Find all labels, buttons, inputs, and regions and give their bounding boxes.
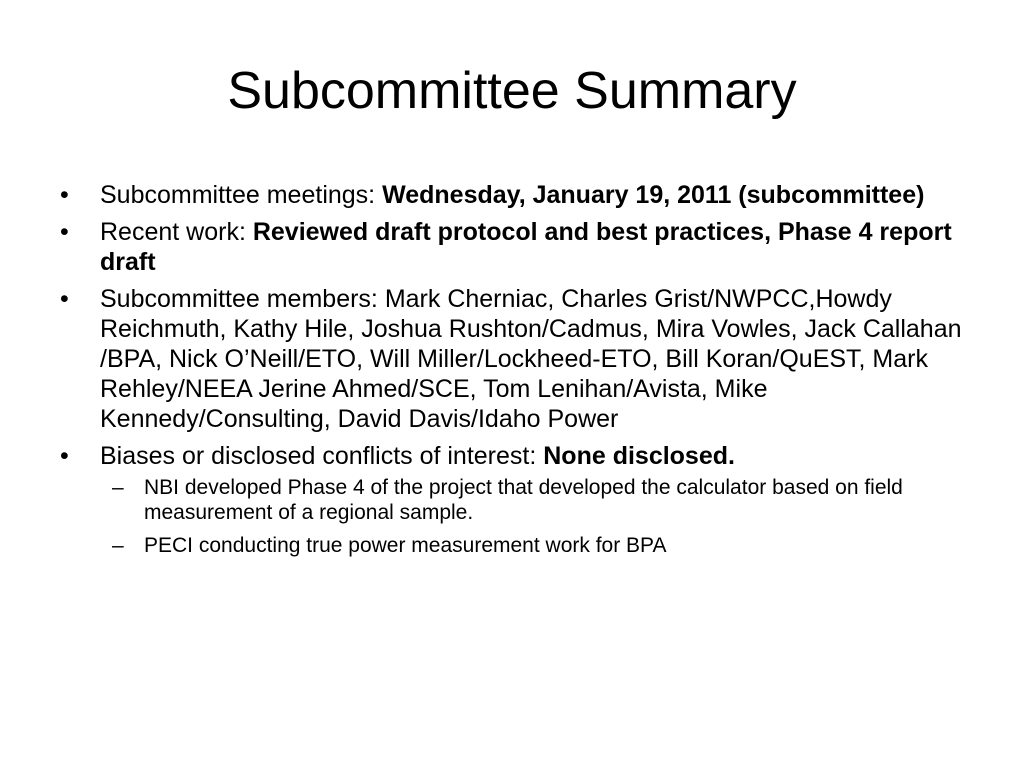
bullet-item-meetings [54, 180, 964, 210]
bullet-label: Biases or disclosed conflicts of interest: [100, 442, 544, 470]
bullet-label: Recent work: [100, 218, 253, 246]
bullet-label: Subcommittee members: Mark Cherniac, Charles Grist/NWPCC,Howdy Reichmuth, Kathy Hile, Joshua Rushton/Cadmus, Mira Vowles, Jack Callahan /BPA, Nick O’Neill/ETO, Will Miller/Lockheed-ETO, Bill Koran/QuEST, Mark Rehley/NEEA Jerine Ahmed/SCE, Tom Lenihan/Avista, Mike Kennedy/Consulting, David Davis/Idaho Power [100, 285, 962, 433]
slide-body [54, 180, 964, 566]
bullet-item-biases [54, 441, 964, 558]
dash-icon: – [112, 476, 124, 499]
bullet-item-recent-work [54, 217, 964, 277]
bullet-icon: • [60, 218, 69, 246]
sub-bullet-text: NBI developed Phase 4 of the project that developed the calculator based on field measurement of a regional sample. [144, 476, 903, 524]
bullet-icon: • [60, 285, 69, 313]
bullet-list [54, 180, 964, 558]
sub-bullet-item [100, 533, 964, 558]
sub-bullet-item [100, 475, 964, 525]
bullet-label: Subcommittee meetings: [100, 181, 383, 209]
bullet-value: None disclosed. [543, 442, 735, 470]
bullet-value: Reviewed draft protocol and best practices, Phase 4 report draft [100, 218, 952, 276]
slide-title: Subcommittee Summary [227, 62, 797, 120]
sub-bullet-text: PECI conducting true power measurement work for BPA [144, 534, 667, 557]
bullet-icon: • [60, 181, 69, 209]
bullet-value: Wednesday, January 19, 2011 (subcommittee) [382, 181, 925, 209]
bullet-icon: • [60, 442, 69, 470]
dash-icon: – [112, 534, 124, 557]
sub-bullet-list [100, 475, 964, 558]
bullet-item-members [54, 284, 964, 434]
